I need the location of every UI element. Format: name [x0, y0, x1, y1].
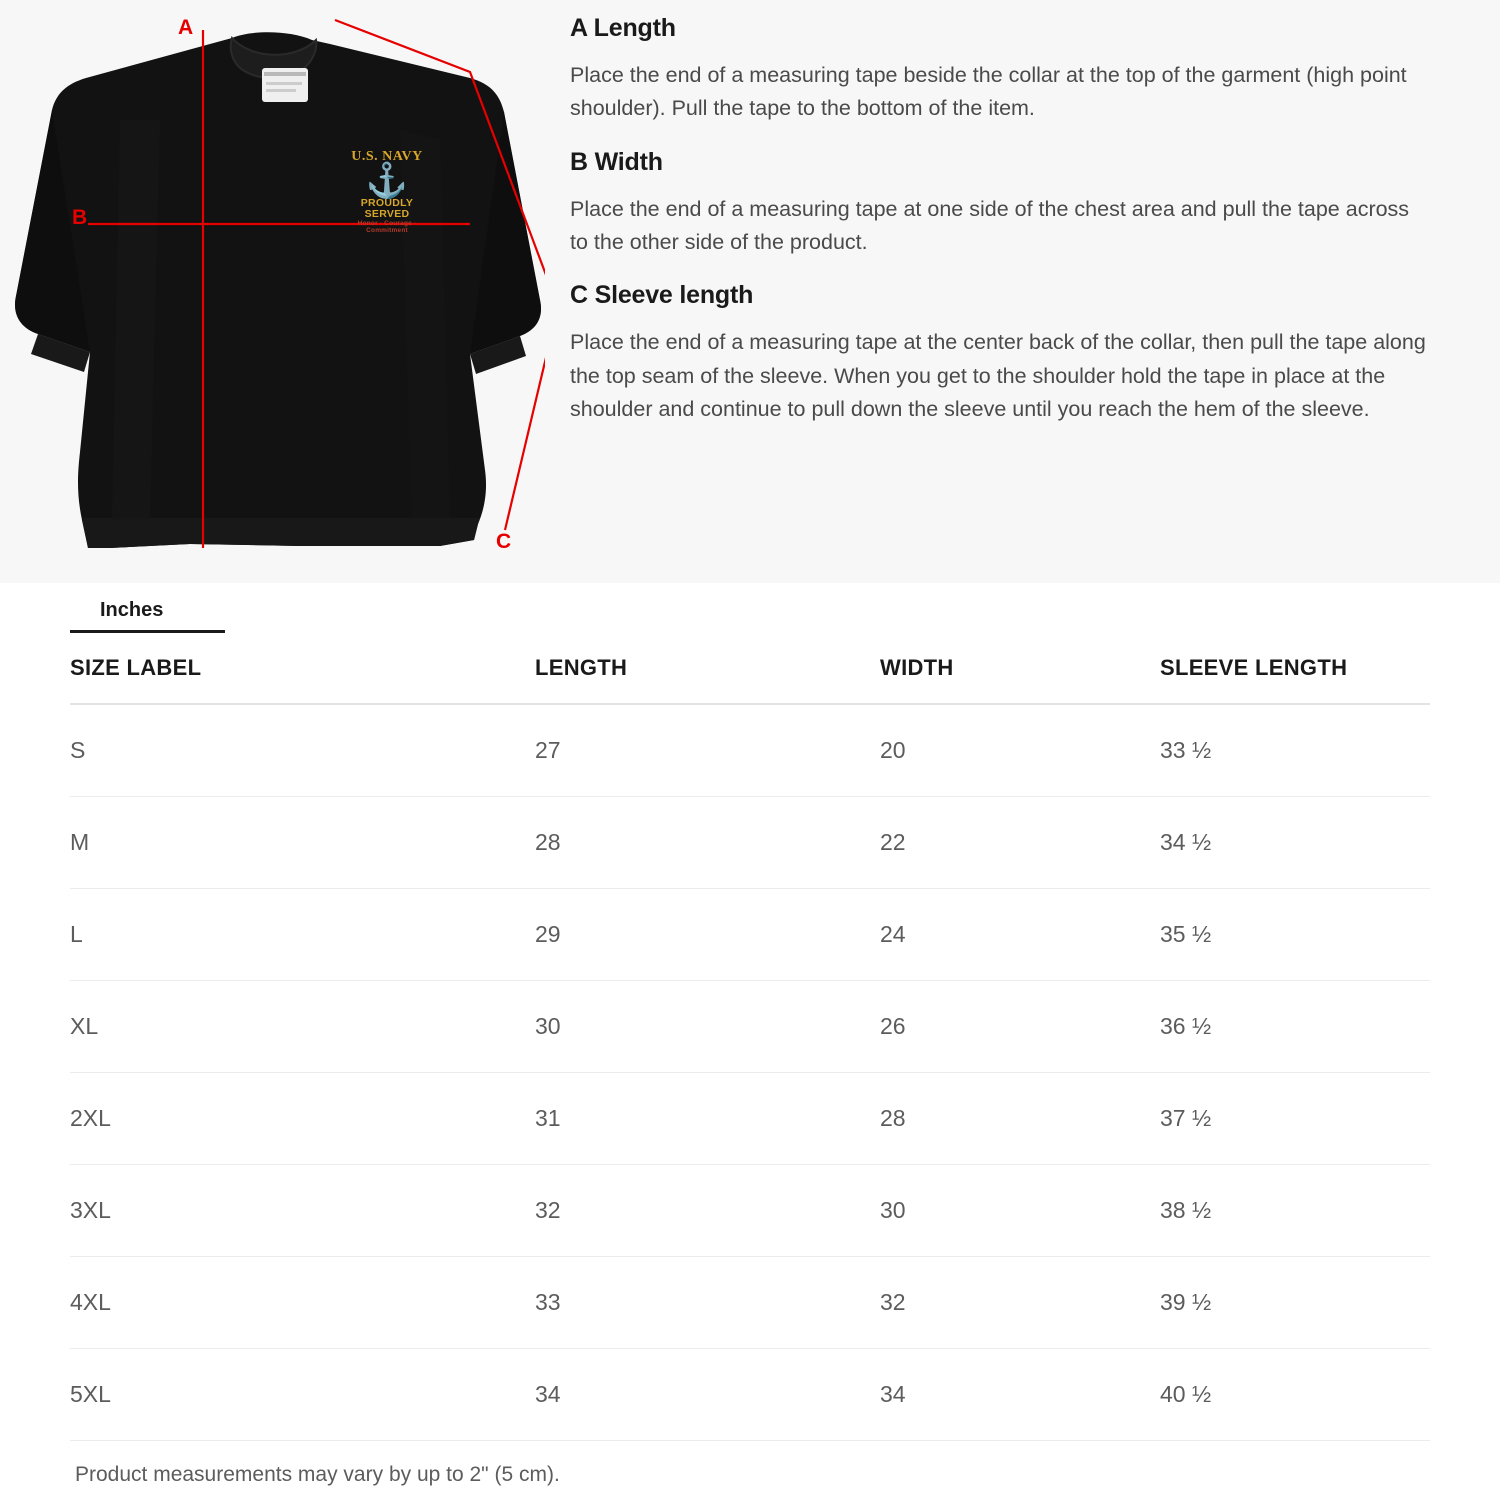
cell-sleeve: 36 ½ [1160, 981, 1430, 1073]
garment-diagram [0, 0, 545, 583]
cell-width: 28 [880, 1073, 1160, 1165]
cell-length: 28 [535, 797, 880, 889]
size-table-section [0, 583, 1500, 1487]
cell-size: 4XL [70, 1257, 535, 1349]
cell-width: 20 [880, 704, 1160, 797]
cell-size: M [70, 797, 535, 889]
instruction-title-length: A Length [570, 14, 676, 42]
table-row [70, 981, 1430, 1073]
cell-sleeve: 37 ½ [1160, 1073, 1430, 1165]
measurement-guide-section [0, 0, 1500, 583]
chest-logo-mid-text: PROUDLY SERVED [360, 197, 414, 220]
cell-size: 5XL [70, 1349, 535, 1441]
cell-size: L [70, 889, 535, 981]
unit-tab-inches[interactable]: Inches [70, 583, 225, 633]
cell-width: 26 [880, 981, 1160, 1073]
cell-length: 31 [535, 1073, 880, 1165]
cell-width: 24 [880, 889, 1160, 981]
marker-label-c: C [496, 530, 512, 553]
cell-sleeve: 38 ½ [1160, 1165, 1430, 1257]
chest-logo [337, 150, 437, 234]
cell-length: 33 [535, 1257, 880, 1349]
instructions-list [545, 0, 1500, 583]
instruction-body-width: Place the end of a measuring tape at one side of the chest area and pull the tape across to the other side of the product. [570, 196, 1410, 254]
cell-size: 3XL [70, 1165, 535, 1257]
column-header-sleeve-length: SLEEVE LENGTH [1160, 633, 1430, 704]
size-chart-table [70, 633, 1430, 1441]
cell-size: XL [70, 981, 535, 1073]
cell-length: 27 [535, 704, 880, 797]
chest-logo-top-text: U.S. NAVY [351, 149, 423, 164]
column-header-length: LENGTH [535, 633, 880, 704]
cell-sleeve: 33 ½ [1160, 704, 1430, 797]
table-row [70, 1257, 1430, 1349]
cell-width: 30 [880, 1165, 1160, 1257]
marker-label-a: A [178, 16, 194, 39]
cell-length: 29 [535, 889, 880, 981]
column-header-width: WIDTH [880, 633, 1160, 704]
instruction-body-length: Place the end of a measuring tape beside the collar at the top of the garment (high point shoulder). Pull the tape to the bottom of the item. [570, 63, 1407, 121]
cell-sleeve: 40 ½ [1160, 1349, 1430, 1441]
instruction-title-width: B Width [570, 147, 663, 176]
marker-label-b: B [72, 206, 88, 229]
table-row [70, 1165, 1430, 1257]
table-row [70, 797, 1430, 889]
measurement-footnote: Product measurements may vary by up to 2" (5 cm). [75, 1463, 560, 1486]
cell-width: 32 [880, 1257, 1160, 1349]
table-row [70, 1073, 1430, 1165]
instruction-title-sleeve: C Sleeve length [570, 281, 754, 310]
anchor-icon: ⚓ [365, 162, 409, 200]
table-row [70, 889, 1430, 981]
table-header-row [70, 633, 1430, 704]
cell-length: 32 [535, 1165, 880, 1257]
cell-width: 22 [880, 797, 1160, 889]
cell-size: S [70, 704, 535, 797]
cell-sleeve: 34 ½ [1160, 797, 1430, 889]
cell-sleeve: 39 ½ [1160, 1257, 1430, 1349]
cell-size: 2XL [70, 1073, 535, 1165]
column-header-size-label: SIZE LABEL [70, 633, 535, 704]
table-row [70, 1349, 1430, 1441]
cell-length: 30 [535, 981, 880, 1073]
cell-length: 34 [535, 1349, 880, 1441]
table-row [70, 704, 1430, 797]
instruction-body-sleeve: Place the end of a measuring tape at the center back of the collar, then pull the tape along the top seam of the sleeve. When you get to the shoulder hold the tape in place at the shoulder and continue to pull down the sleeve until you reach the hem of the sleeve. [570, 330, 1426, 421]
cell-sleeve: 35 ½ [1160, 889, 1430, 981]
sweatshirt-illustration [0, 0, 545, 583]
cell-width: 34 [880, 1349, 1160, 1441]
chest-logo-bottom-text: Honor · Courage · Commitment [357, 220, 417, 234]
